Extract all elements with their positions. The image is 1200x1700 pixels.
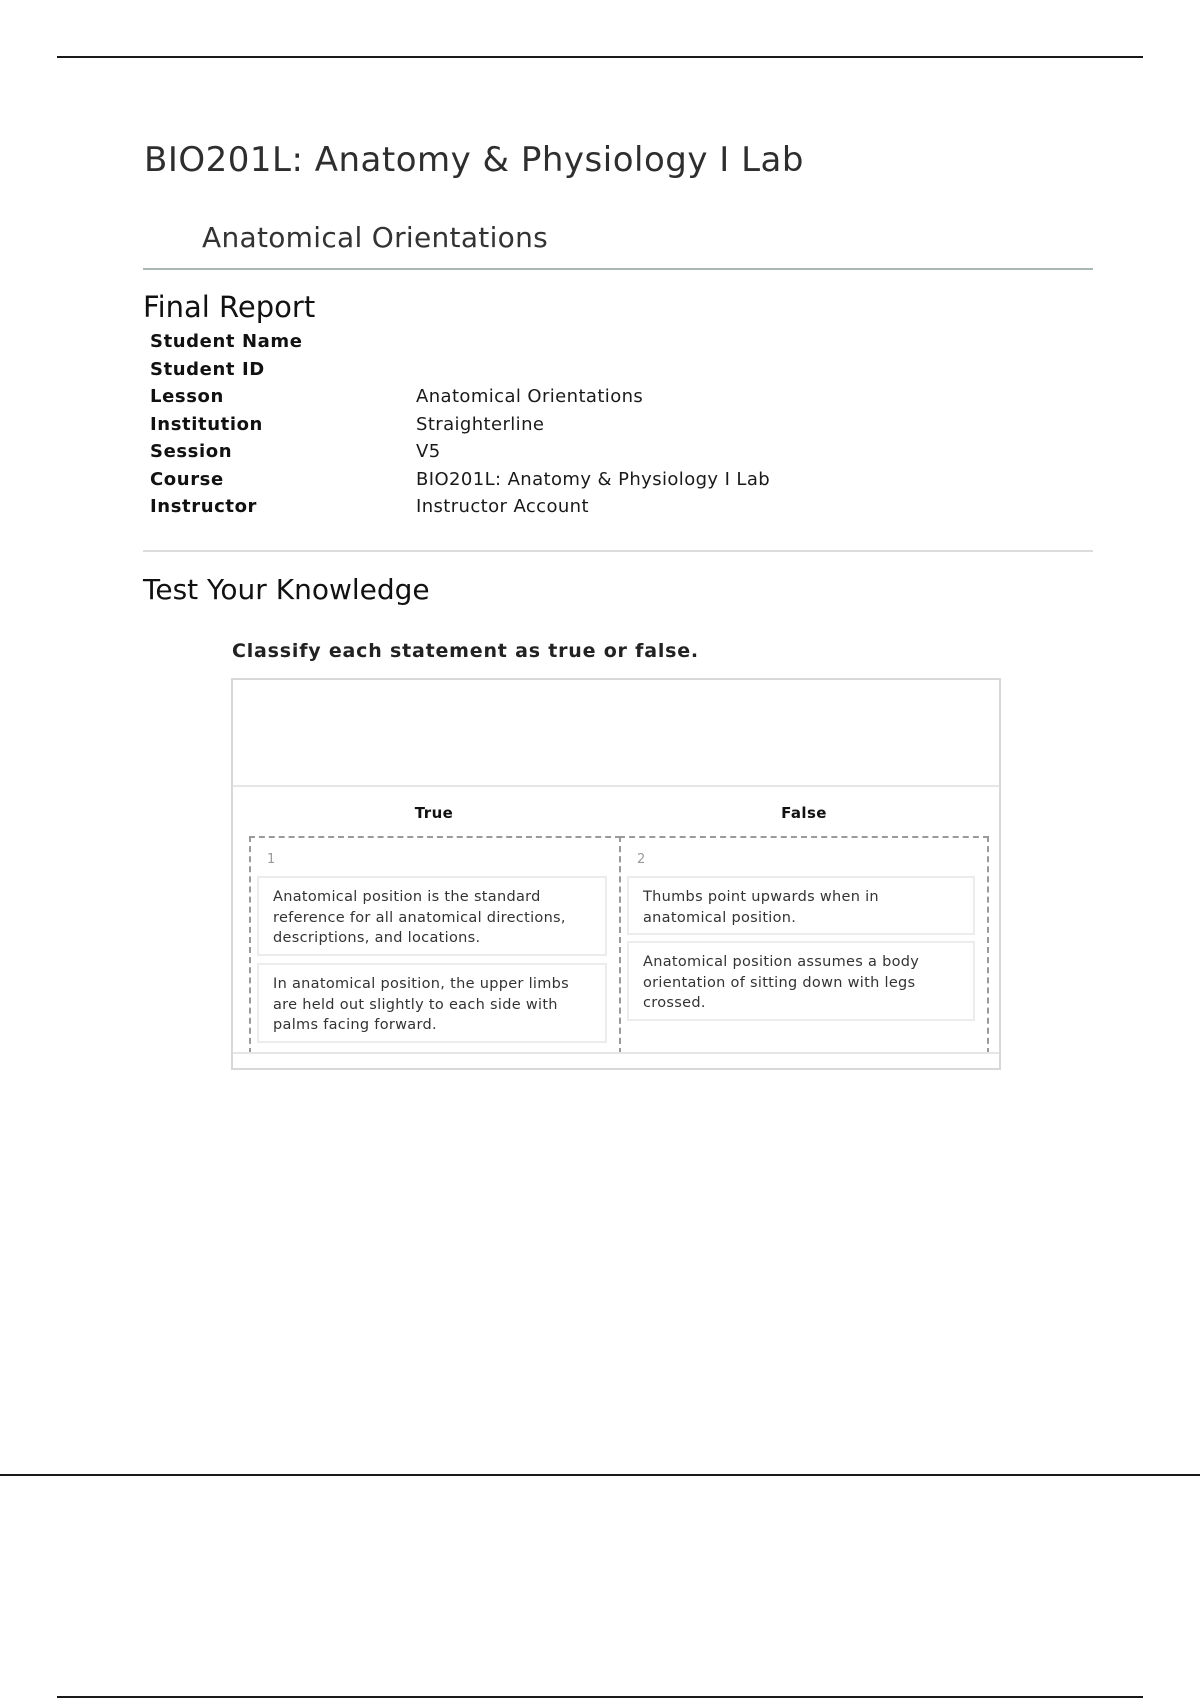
info-value: Straighterline (416, 413, 545, 435)
info-row-student-name (150, 328, 950, 356)
info-row-lesson (150, 383, 950, 411)
statement-card[interactable]: Thumbs point upwards when in anatomical position. (627, 876, 975, 935)
question-instruction: Classify each statement as true or false. (232, 640, 699, 662)
info-label: Institution (150, 413, 263, 435)
info-row-instructor (150, 493, 950, 521)
info-label: Session (150, 441, 233, 462)
bin-number: 2 (637, 852, 646, 867)
info-row-institution (150, 411, 950, 439)
true-drop-zone[interactable] (249, 836, 621, 1054)
info-label: Student ID (150, 358, 265, 380)
title-divider (143, 268, 1093, 270)
info-label: Lesson (150, 386, 224, 407)
question-footer (233, 1052, 999, 1068)
info-row-course (150, 466, 950, 494)
false-drop-zone[interactable] (619, 836, 989, 1054)
info-label: Instructor (150, 496, 258, 517)
statement-card[interactable]: Anatomical position is the standard reference for all anatomical directions, descriptions, and locations. (257, 876, 607, 956)
unsorted-items-area (233, 680, 999, 787)
info-value: Instructor Account (416, 496, 589, 517)
test-your-knowledge-heading: Test Your Knowledge (143, 573, 430, 606)
info-label: Course (150, 468, 224, 490)
report-info-table (150, 328, 950, 521)
info-value: V5 (416, 441, 441, 462)
info-label: Student Name (150, 331, 303, 352)
course-title: BIO201L: Anatomy & Physiology I Lab (144, 140, 804, 180)
statement-card[interactable]: In anatomical position, the upper limbs are held out slightly to each side with palms facing forward. (257, 963, 607, 1043)
bin-number: 1 (267, 852, 276, 867)
false-column-header: False (781, 804, 827, 822)
info-row-session (150, 438, 950, 466)
info-value: Anatomical Orientations (416, 386, 644, 407)
classification-question (231, 678, 1001, 1070)
lab-title: Anatomical Orientations (202, 221, 549, 254)
final-report-heading: Final Report (143, 290, 316, 324)
page-bottom-rule (57, 1696, 1143, 1698)
info-row-student-id (150, 356, 950, 384)
true-column-header: True (414, 804, 454, 822)
info-value: BIO201L: Anatomy & Physiology I Lab (416, 468, 771, 490)
page-break-rule (0, 1474, 1200, 1476)
page-top-rule (57, 56, 1143, 58)
statement-card[interactable]: Anatomical position assumes a body orientation of sitting down with legs crossed. (627, 941, 975, 1021)
section-divider (143, 550, 1093, 552)
